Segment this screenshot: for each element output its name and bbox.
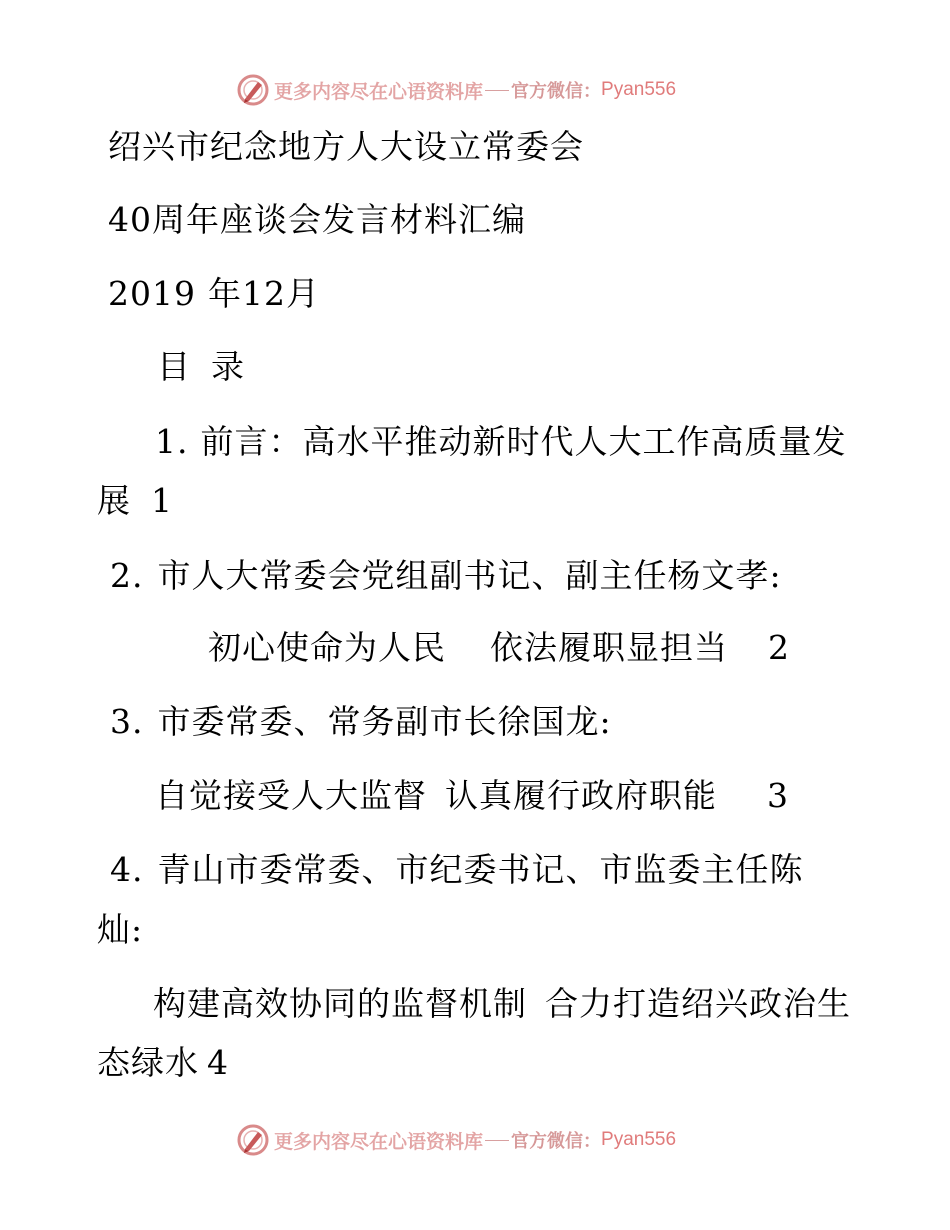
toc-item-2-line-2 bbox=[208, 628, 790, 668]
toc-item-1-number: 1. bbox=[155, 422, 189, 461]
toc-item-3-page: 3 bbox=[767, 776, 789, 815]
toc-item-2-line-1 bbox=[110, 556, 782, 596]
toc-item-3-title-a: 自觉接受人大监督 bbox=[155, 776, 427, 815]
toc-item-3-speaker: 市委常委、常务副市长徐国龙: bbox=[157, 702, 612, 741]
date-line bbox=[108, 274, 320, 314]
watermark-sub: 官方微信： bbox=[511, 81, 602, 102]
date-rest: 年12月 bbox=[207, 274, 320, 313]
toc-heading-char-1: 目 bbox=[157, 347, 191, 386]
toc-item-2-title-a: 初心使命为人民 bbox=[208, 628, 446, 667]
watermark-text: 更多内容尽在心语资料库 bbox=[274, 1130, 484, 1153]
toc-item-4-line-2: 灿: bbox=[97, 910, 144, 949]
toc-item-2-page: 2 bbox=[768, 628, 790, 667]
toc-item-4-line-3 bbox=[153, 984, 851, 1024]
watermark-dash bbox=[485, 90, 509, 91]
toc-item-1-line-2 bbox=[97, 481, 173, 521]
toc-item-2-speaker: 市人大常委会党组副书记、副主任杨文孝: bbox=[157, 556, 782, 595]
toc-item-4-title-b: 合力打造绍兴政治生 bbox=[545, 984, 851, 1023]
toc-item-3-line-1 bbox=[110, 702, 612, 742]
watermark-handle: Pyan556 bbox=[601, 1129, 677, 1150]
toc-item-4-line-4 bbox=[97, 1043, 229, 1083]
toc-item-4-title-a: 构建高效协同的监督机制 bbox=[153, 984, 527, 1023]
toc-item-3-number: 3. bbox=[110, 702, 144, 741]
toc-item-3-title-b: 认真履行政府职能 bbox=[445, 776, 717, 815]
toc-item-2-number: 2. bbox=[110, 556, 144, 595]
watermark-top bbox=[236, 72, 676, 108]
pen-logo-icon bbox=[236, 73, 270, 107]
toc-item-1-line-1 bbox=[155, 422, 847, 462]
toc-item-1-page: 1 bbox=[151, 481, 173, 520]
toc-item-1-title-cont: 展 bbox=[97, 481, 131, 520]
toc-heading bbox=[157, 347, 245, 387]
watermark-bottom bbox=[236, 1122, 676, 1158]
title-line-2: 40周年座谈会发言材料汇编 bbox=[108, 200, 526, 239]
toc-item-4-title-cont: 态绿水 bbox=[97, 1043, 199, 1082]
watermark-sub: 官方微信： bbox=[511, 1131, 602, 1152]
toc-item-4-number: 4. bbox=[110, 850, 144, 889]
watermark-dash bbox=[485, 1140, 509, 1141]
toc-item-4-page: 4 bbox=[207, 1043, 229, 1082]
title-line-1: 绍兴市纪念地方人大设立常委会 bbox=[108, 127, 584, 166]
toc-item-4-line-1 bbox=[110, 850, 804, 890]
toc-item-1-title: 前言：高水平推动新时代人大工作高质量发 bbox=[200, 422, 847, 461]
watermark-text: 更多内容尽在心语资料库 bbox=[274, 80, 484, 103]
date-year: 2019 bbox=[108, 274, 196, 313]
toc-heading-char-2: 录 bbox=[211, 347, 245, 386]
toc-item-3-line-2 bbox=[155, 776, 789, 816]
pen-logo-icon bbox=[236, 1123, 270, 1157]
watermark-handle: Pyan556 bbox=[601, 79, 677, 100]
toc-item-4-speaker: 青山市委常委、市纪委书记、市监委主任陈 bbox=[157, 850, 804, 889]
toc-item-2-title-b: 依法履职显担当 bbox=[490, 628, 728, 667]
